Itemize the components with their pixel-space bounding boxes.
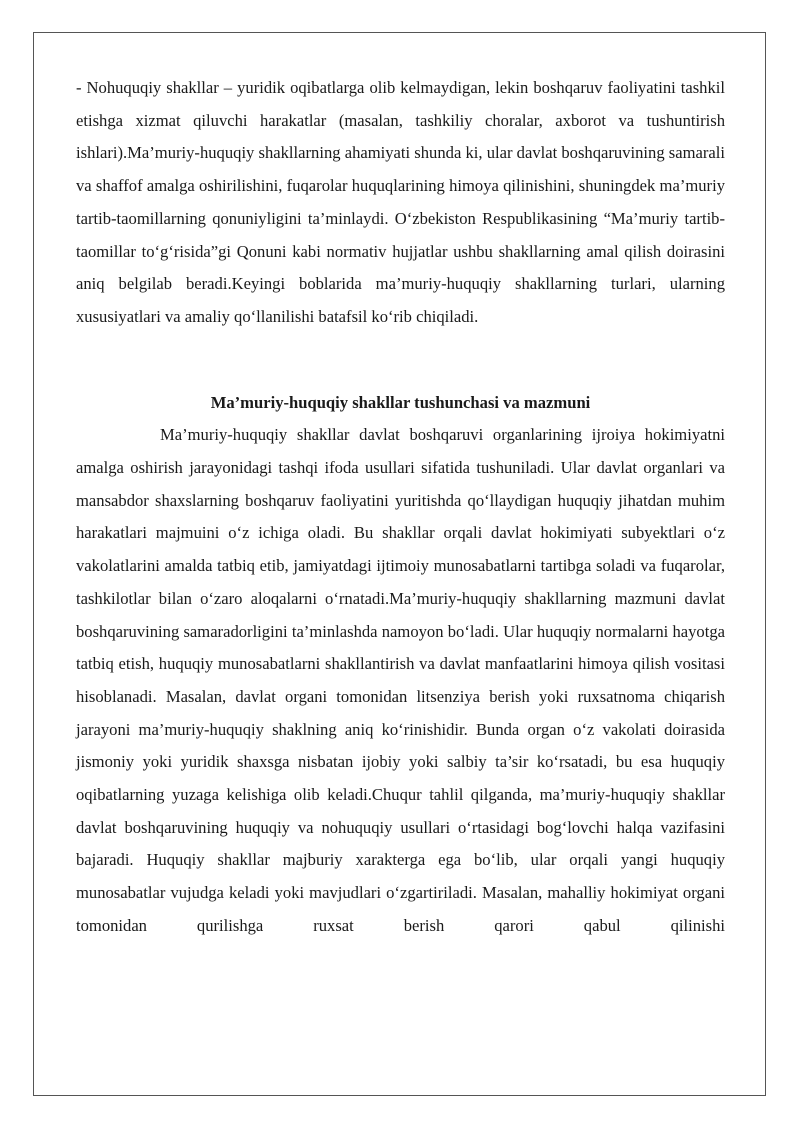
document-body <box>76 72 725 943</box>
paragraph-spacer <box>76 334 725 387</box>
section-heading: Ma’muriy-huquqiy shakllar tushunchasi va mazmuni <box>210 392 591 412</box>
body-paragraph-2: Ma’muriy-huquqiy shakllar davlat boshqaruvi organlarining ijroiya hokimiyatni amalga oshirish jarayonidagi tashqi ifoda usullari sifatida tushuniladi. Ular davlat organlari va mansabdor shaxslarning boshqaruv faoliyatini yuritishda qo‘llaydigan huquqiy jihatdan muhim harakatlari majmuini o‘z ichiga oladi. Bu shakllar orqali davlat hokimiyati subyektlari o‘z vakolatlarini amalda tatbiq etib, jamiyatdagi ijtimoiy munosabatlarni tartibga soladi va fuqarolar, tashkilotlar bilan o‘zaro aloqalarni o‘rnatadi.Ma’muriy-huquqiy shakllarning mazmuni davlat boshqaruvining samaradorligini ta’minlashda namoyon bo‘ladi. Ular huquqiy normalarni hayotga tatbiq etish, huquqiy munosabatlarni shakllantirish va davlat manfaatlarini himoya qilish vositasi hisoblanadi. Masalan, davlat organi tomonidan litsenziya berish yoki ruxsatnoma chiqarish jarayoni ma’muriy-huquqiy shaklning aniq ko‘rinishidir. Bunda organ o‘z vakolati doirasida jismoniy yoki yuridik shaxsga nisbatan ijobiy yoki salbiy ta’sir ko‘rsatadi, bu esa huquqiy oqibatlarning yuzaga kelishiga olib keladi.Chuqur tahlil qilganda, ma’muriy-huquqiy shakllar davlat boshqaruvining huquqiy va nohuquqiy usullari o‘rtasidagi bog‘lovchi halqa vazifasini bajaradi. Huquqiy shakllar majburiy xarakterga ega bo‘lib, ular orqali yangi huquqiy munosabatlar vujudga keladi yoki mavjudlari o‘zgartiriladi. Masalan, mahalliy hokimiyat organi tomonidan qurilishga ruxsat berish qarori qabul qilinishi <box>76 425 725 935</box>
body-paragraph-1: - Nohuquqiy shakllar – yuridik oqibatlarga olib kelmaydigan, lekin boshqaruv faoliyatini tashkil etishga xizmat qiluvchi harakatlar (masalan, tashkiliy choralar, axborot va tushuntirish ishlari).Ma’muriy-huquqiy shakllarning ahamiyati shunda ki, ular davlat boshqaruvining samarali va shaffof amalga oshirilishini, fuqarolar huquqlarining himoya qilinishini, shuningdek ma’muriy tartib-taomillarning qonuniyligini ta’minlaydi. O‘zbekiston Respublikasining “Ma’muriy tartib-taomillar to‘g‘risida”gi Qonuni kabi normativ hujjatlar ushbu shakllarning amal qilish doirasini aniq belgilab beradi.Keyingi boblarida ma’muriy-huquqiy shakllarning turlari, ularning xususiyatlari va amaliy qo‘llanilishi batafsil ko‘rib chiqiladi. <box>76 78 725 326</box>
